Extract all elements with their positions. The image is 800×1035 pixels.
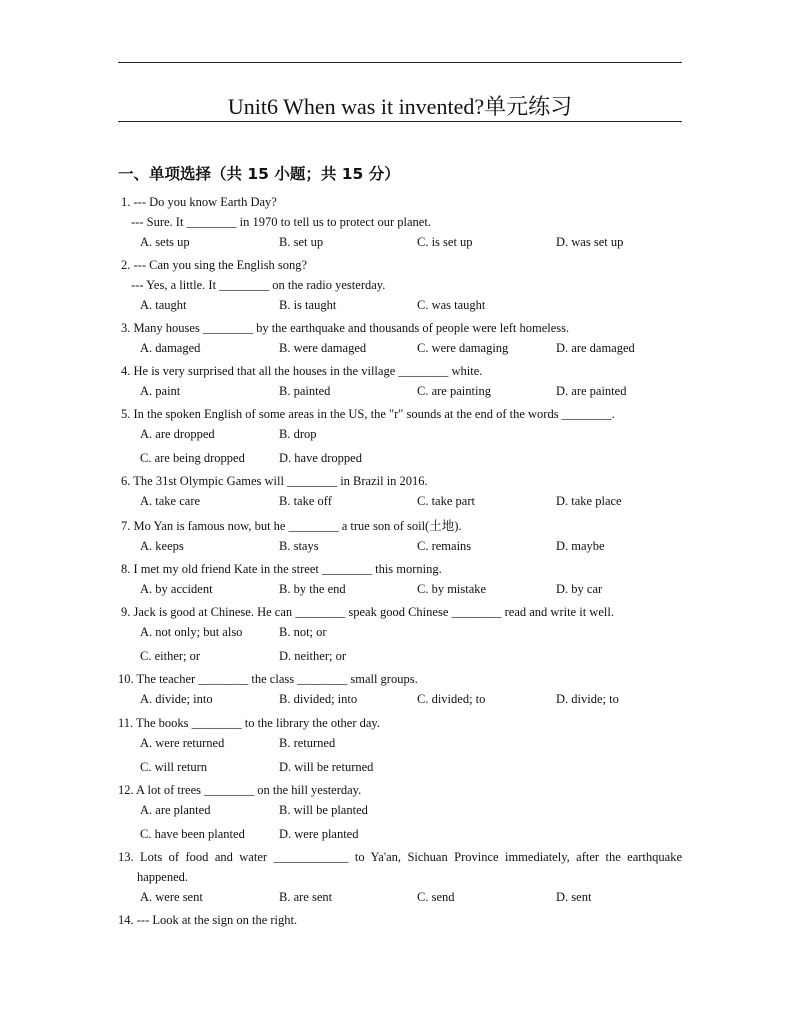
section-heading: 一、单项选择（共 15 小题；共 15 分）	[118, 165, 400, 183]
question-8-option-d[interactable]: D. by car	[556, 582, 603, 596]
question-5-option-c[interactable]: C. are being dropped	[140, 451, 245, 465]
question-9-option-d[interactable]: D. neither; or	[279, 649, 346, 663]
question-1-option-c[interactable]: C. is set up	[417, 235, 473, 249]
question-5-option-d[interactable]: D. have dropped	[279, 451, 362, 465]
question-6-option-b[interactable]: B. take off	[279, 494, 332, 508]
question-10-option-b[interactable]: B. divided; into	[279, 692, 358, 706]
question-9-stem: 9. Jack is good at Chinese. He can ________ speak good Chinese ________ read and write it well.	[121, 605, 614, 619]
question-13-option-d[interactable]: D. sent	[556, 890, 592, 904]
question-2-stem: 2. --- Can you sing the English song?	[121, 258, 308, 272]
question-10-option-d[interactable]: D. divide; to	[556, 692, 619, 706]
question-13-stem: 13. Lots of food and water ____________ to Ya'an, Sichuan Province immediately, after the earthquake	[118, 850, 682, 864]
question-6-option-a[interactable]: A. take care	[140, 494, 201, 508]
question-13-option-c[interactable]: C. send	[417, 890, 455, 904]
question-2-option-a[interactable]: A. taught	[140, 298, 187, 312]
top-rule	[118, 62, 682, 63]
question-4-option-b[interactable]: B. painted	[279, 384, 331, 398]
question-6-option-c[interactable]: C. take part	[417, 494, 475, 508]
question-3-stem: 3. Many houses ________ by the earthquake and thousands of people were left homeless.	[121, 321, 570, 335]
page-title: Unit6 When was it invented?单元练习	[227, 94, 573, 119]
question-11-option-d[interactable]: D. will be returned	[279, 760, 374, 774]
question-5-stem: 5. In the spoken English of some areas in the US, the "r" sounds at the end of the words ________.	[121, 407, 615, 421]
question-4-option-d[interactable]: D. are painted	[556, 384, 627, 398]
question-7-option-b[interactable]: B. stays	[279, 539, 319, 553]
question-3-option-c[interactable]: C. were damaging	[417, 341, 509, 355]
question-11-option-c[interactable]: C. will return	[140, 760, 208, 774]
question-11-option-b[interactable]: B. returned	[279, 736, 336, 750]
question-14-stem: 14. --- Look at the sign on the right.	[118, 913, 298, 927]
question-1-stem: 1. --- Do you know Earth Day?	[121, 195, 277, 209]
question-7-option-a[interactable]: A. keeps	[140, 539, 184, 553]
question-1-option-b[interactable]: B. set up	[279, 235, 324, 249]
question-2-option-b[interactable]: B. is taught	[279, 298, 337, 312]
question-8-option-a[interactable]: A. by accident	[140, 582, 213, 596]
title-underline	[118, 121, 682, 122]
question-4-option-a[interactable]: A. paint	[140, 384, 181, 398]
question-11-option-a[interactable]: A. were returned	[140, 736, 225, 750]
question-3-option-a[interactable]: A. damaged	[140, 341, 201, 355]
question-12-option-d[interactable]: D. were planted	[279, 827, 359, 841]
question-1-option-d[interactable]: D. was set up	[556, 235, 624, 249]
question-4-option-c[interactable]: C. are painting	[417, 384, 491, 398]
question-12-option-c[interactable]: C. have been planted	[140, 827, 245, 841]
question-10-option-a[interactable]: A. divide; into	[140, 692, 213, 706]
question-5-option-a[interactable]: A. are dropped	[140, 427, 215, 441]
question-5-option-b[interactable]: B. drop	[279, 427, 317, 441]
question-9-option-c[interactable]: C. either; or	[140, 649, 201, 663]
question-6-stem: 6. The 31st Olympic Games will ________ in Brazil in 2016.	[121, 474, 428, 488]
question-9-option-b[interactable]: B. not; or	[279, 625, 327, 639]
question-3-option-b[interactable]: B. were damaged	[279, 341, 367, 355]
question-9-option-a[interactable]: A. not only; but also	[140, 625, 243, 639]
question-1-stem-line2: --- Sure. It ________ in 1970 to tell us to protect our planet.	[131, 215, 431, 229]
question-13-option-a[interactable]: A. were sent	[140, 890, 203, 904]
question-4-stem: 4. He is very surprised that all the houses in the village ________ white.	[121, 364, 483, 378]
question-13-option-b[interactable]: B. are sent	[279, 890, 333, 904]
question-7-option-c[interactable]: C. remains	[417, 539, 472, 553]
question-12-option-b[interactable]: B. will be planted	[279, 803, 368, 817]
question-2-option-c[interactable]: C. was taught	[417, 298, 486, 312]
question-2-stem-line2: --- Yes, a little. It ________ on the radio yesterday.	[131, 278, 386, 292]
question-12-option-a[interactable]: A. are planted	[140, 803, 211, 817]
question-6-option-d[interactable]: D. take place	[556, 494, 622, 508]
question-7-stem: 7. Mo Yan is famous now, but he ________ a true son of soil(土地).	[121, 519, 462, 533]
question-12-stem: 12. A lot of trees ________ on the hill yesterday.	[118, 783, 362, 797]
question-1-option-a[interactable]: A. sets up	[140, 235, 190, 249]
question-10-stem: 10. The teacher ________ the class ________ small groups.	[118, 672, 418, 686]
question-11-stem: 11. The books ________ to the library the other day.	[118, 716, 380, 730]
question-8-stem: 8. I met my old friend Kate in the street ________ this morning.	[121, 562, 442, 576]
question-8-option-c[interactable]: C. by mistake	[417, 582, 487, 596]
question-8-option-b[interactable]: B. by the end	[279, 582, 346, 596]
question-13-stem-line2: happened.	[137, 870, 189, 884]
question-3-option-d[interactable]: D. are damaged	[556, 341, 635, 355]
question-7-option-d[interactable]: D. maybe	[556, 539, 605, 553]
question-10-option-c[interactable]: C. divided; to	[417, 692, 486, 706]
